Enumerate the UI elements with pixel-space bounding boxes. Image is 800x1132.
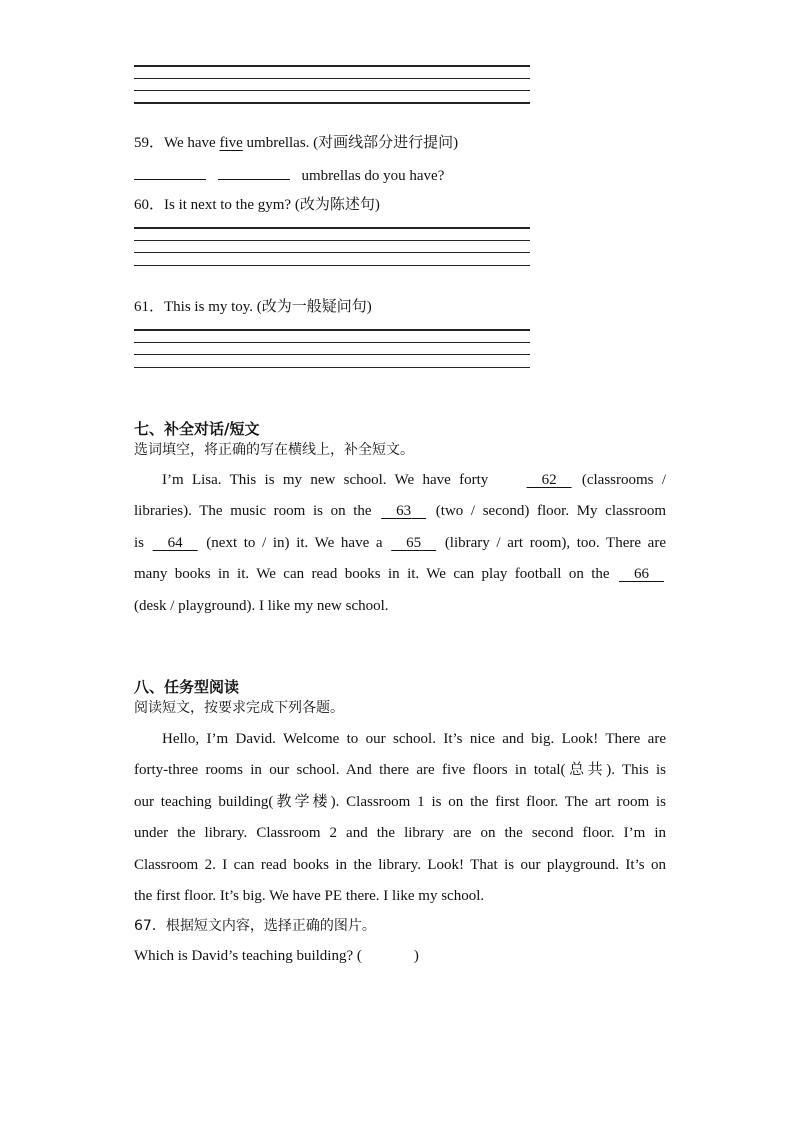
section-7-heading: 七、补全对话/短文 <box>134 420 260 438</box>
answer-line <box>134 240 530 241</box>
passage-line: is 64 (next to / in) it. We have a 65 (library / art room), too. There are <box>134 535 666 551</box>
passage-line: many books in it. We can read books in it. We can play football on the 66 <box>134 564 666 584</box>
fill-blank[interactable] <box>134 165 206 180</box>
answer-line <box>134 367 530 368</box>
fill-blank[interactable] <box>218 165 290 180</box>
answer-line <box>134 252 530 253</box>
blank-62[interactable]: 62 <box>541 472 557 488</box>
blank-63[interactable]: 63 <box>396 503 412 519</box>
passage-line: Hello, I’m David. Welcome to our school. It’s nice and big. Look! There are <box>162 731 666 747</box>
section-8-instruction: 阅读短文，按要求完成下列各题。 <box>134 700 344 716</box>
answer-line <box>134 329 530 331</box>
question-60: 60．Is it next to the gym? (改为陈述句) <box>134 197 380 213</box>
blank-65[interactable]: 65 <box>406 535 422 551</box>
question-59: 59．We have five umbrellas. (对画线部分进行提问) <box>134 135 459 151</box>
blank-66[interactable]: 66 <box>634 566 649 582</box>
answer-line <box>134 227 530 229</box>
question-59-answer: umbrellas do you have? <box>134 165 444 186</box>
question-67-prompt: Which is David’s teaching building? ( ) <box>134 948 419 964</box>
answer-line <box>134 102 530 104</box>
passage-line: forty-three rooms in our school. And there are five floors in total(总共). This is <box>134 762 666 778</box>
answer-line <box>134 342 530 343</box>
passage-line: under the library. Classroom 2 and the library are on the second floor. I’m in <box>134 825 666 841</box>
section-7-instruction: 选词填空，将正确的写在横线上，补全短文。 <box>134 442 414 458</box>
question-67-label: 67．根据短文内容，选择正确的图片。 <box>134 918 376 934</box>
answer-line <box>134 78 530 79</box>
answer-line <box>134 354 530 355</box>
passage-line: our teaching building(教学楼). Classroom 1 is on the first floor. The art room is <box>134 794 666 810</box>
passage-line: I’m Lisa. This is my new school. We have forty 62 (classrooms / <box>162 472 666 488</box>
question-61: 61．This is my toy. (改为一般疑问句) <box>134 299 372 315</box>
answer-line <box>134 265 530 266</box>
passage-line: (desk / playground). I like my new school. <box>134 598 389 614</box>
underlined-word: five <box>219 135 243 151</box>
passage-line: the first floor. It’s big. We have PE there. I like my school. <box>134 888 485 904</box>
answer-line <box>134 90 530 91</box>
section-8-heading: 八、任务型阅读 <box>134 678 240 696</box>
blank-64[interactable]: 64 <box>167 535 183 551</box>
passage-line: Classroom 2. I can read books in the library. Look! That is our playground. It’s on <box>134 857 666 873</box>
answer-line <box>134 65 530 67</box>
passage-line: libraries). The music room is on the 63 (two / second) floor. My classroom <box>134 503 666 519</box>
